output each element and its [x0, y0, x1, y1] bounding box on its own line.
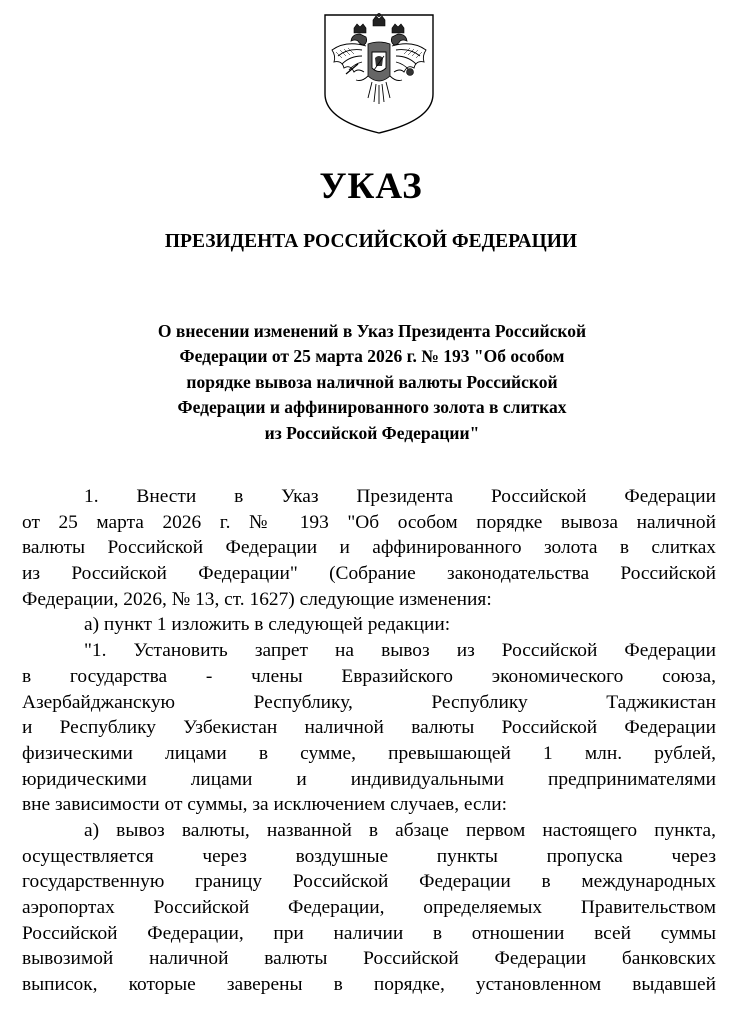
body-line: в государства - члены Евразийского экономического союза,	[22, 665, 716, 687]
body-line: Российской Федерации, при наличии в отношении всей суммы	[22, 922, 716, 944]
body-line: Азербайджанскую Республику, Республику Таджикистан	[22, 691, 716, 713]
body-line: государственную границу Российской Федерации в международных	[22, 871, 716, 893]
decree-body-text	[22, 484, 716, 998]
decree-title-line: из Российской Федерации"	[264, 422, 480, 443]
body-line: аэропортах Российской Федерации, определяемых Правительством	[22, 897, 716, 918]
body-line: осуществляется через воздушные пункты пропуска через	[22, 845, 716, 867]
body-line: выписок, которые заверены в порядке, установленном выдавшей	[22, 974, 716, 996]
issuer-subtitle: ПРЕЗИДЕНТА РОССИЙСКОЙ ФЕДЕРАЦИИ	[164, 231, 578, 252]
body-line: 1. Внести в Указ Президента Российской Федерации	[84, 486, 716, 507]
decree-title	[82, 319, 662, 446]
coat-of-arms-emblem	[322, 12, 436, 136]
body-line: и Республику Узбекистан наличной валюты Российской Федерации	[22, 717, 716, 739]
body-line: от 25 марта 2026 г. № 193 "Об особом порядке вывоза наличной	[22, 511, 716, 533]
body-line: Федерации, 2026, № 13, ст. 1627) следующие изменения:	[22, 588, 492, 610]
decree-title-line: порядке вывоза наличной валюты Российской	[186, 371, 558, 392]
decree-title-line: Федерации и аффинированного золота в слитках	[177, 397, 567, 418]
body-line: вывозимой наличной валюты Российской Федерации банковских	[22, 948, 716, 970]
body-line: вне зависимости от суммы, за исключением случаев, если:	[22, 794, 508, 816]
decree-title-line: О внесении изменений в Указ Президента Российской	[157, 321, 587, 341]
body-line: а) пункт 1 изложить в следующей редакции:	[84, 614, 451, 636]
body-line: "1. Установить запрет на вывоз из Российской Федерации	[84, 640, 716, 662]
decree-title-line: Федерации от 25 марта 2026 г. № 193 "Об особом	[179, 346, 565, 367]
body-line: физическими лицами в сумме, превышающей 1 млн. рублей,	[22, 742, 716, 764]
body-line: а) вывоз валюты, названной в абзаце первом настоящего пункта,	[84, 819, 716, 841]
body-line: юридическими лицами и индивидуальными предпринимателями	[22, 768, 716, 790]
body-line: из Российской Федерации" (Собрание законодательства Российской	[22, 563, 716, 585]
document-type-title: УКАЗ	[319, 166, 423, 207]
body-line: валюты Российской Федерации и аффинированного золота в слитках	[22, 537, 716, 559]
